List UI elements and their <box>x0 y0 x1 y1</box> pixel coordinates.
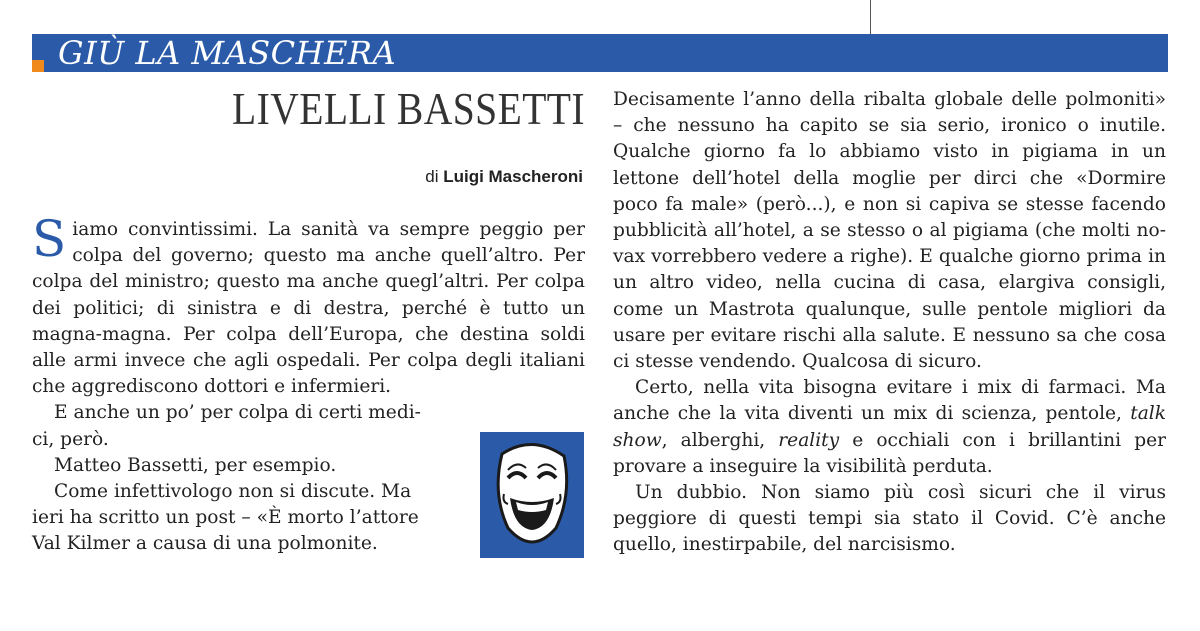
paragraph-text: Un dubbio. Non siamo più così sicuri che il virus peggiore di questi tempi sia stato il Covid. C’è anche quello, inestirpabile, del narcisismo. <box>613 482 1166 556</box>
mask-illustration <box>480 432 584 558</box>
paragraph-text: Certo, nella vita bisogna evitare i mix di farmaci. Ma anche che la vita diventi un mix di scienza, pentole, <box>613 377 1166 425</box>
paragraph <box>32 505 462 531</box>
headline: LIVELLI BASSETTI <box>232 83 585 134</box>
italic-text: reality <box>778 429 840 451</box>
paragraph <box>32 531 462 557</box>
paragraph-text: ci, però. <box>32 428 109 450</box>
paragraph-text: iamo convintissimi. La sanità va sempre peggio per colpa del governo; questo ma anche quell’altro. Per colpa del ministro; questo ma anche quegl’altri. Per colpa dei politici; di sinistra e di destra, perché è tutto un magna-magna. Per colpa dell’Europa, che destina soldi alle armi invece che agli ospedali. Per colpa degli italiani che aggrediscono dottori e infermieri. <box>32 219 585 398</box>
paragraph <box>32 479 462 505</box>
paragraph <box>613 480 1166 559</box>
paragraph-text: E anche un po’ per colpa di certi medi- <box>54 402 421 424</box>
drop-cap: S <box>32 210 67 268</box>
byline <box>425 167 583 187</box>
column-rule <box>870 0 871 34</box>
paragraph-text: , alberghi, <box>661 429 779 451</box>
paragraph-text: ieri ha scritto un post – «È morto l’attore <box>32 507 419 529</box>
rubric-square <box>32 60 44 72</box>
paragraph-text: Come infettivologo non si discute. Ma <box>54 481 412 503</box>
byline-prefix: di <box>425 167 439 186</box>
italic-text: talk show <box>613 403 1166 451</box>
smiling-theater-mask-icon <box>480 432 584 558</box>
byline-author: Luigi Mascheroni <box>443 167 583 186</box>
rubric-title: GIÙ LA MASCHERA <box>58 34 397 72</box>
paragraph-text: Decisamente l’anno della ribalta globale delle polmoniti» – che nessuno ha capito se sia serio, ironico o inutile. Qualche giorno fa lo abbiamo visto in pigiama in un lettone dell’hotel della moglie per dirci che «Dormire poco fa male» (però...), e non si capiva se stesse facendo pubblicità all’hotel, a se stesso o al pigiama (che molti no-vax vorrebbero vedere a righe). E qualche giorno prima in un altro video, nella cucina di casa, elargiva consigli, come un Mastrota qualunque, sulle pentole migliori da usare per evitare rischi alla salute. E nessuno sa che cosa ci stesse vendendo. Qualcosa di sicuro. <box>613 89 1166 373</box>
paragraph-text: Matteo Bassetti, per esempio. <box>54 454 337 476</box>
paragraph <box>32 427 462 453</box>
paragraph <box>32 400 462 426</box>
paragraph-text: e occhiali con i brillantini per provare a inseguire la visibilità perduta. <box>613 429 1166 477</box>
paragraph <box>613 87 1166 375</box>
paragraph <box>32 453 462 479</box>
paragraph <box>613 375 1166 480</box>
article-column-right <box>613 87 1166 559</box>
paragraph-text: Val Kilmer a causa di una polmonite. <box>32 533 378 555</box>
paragraph <box>32 210 585 400</box>
